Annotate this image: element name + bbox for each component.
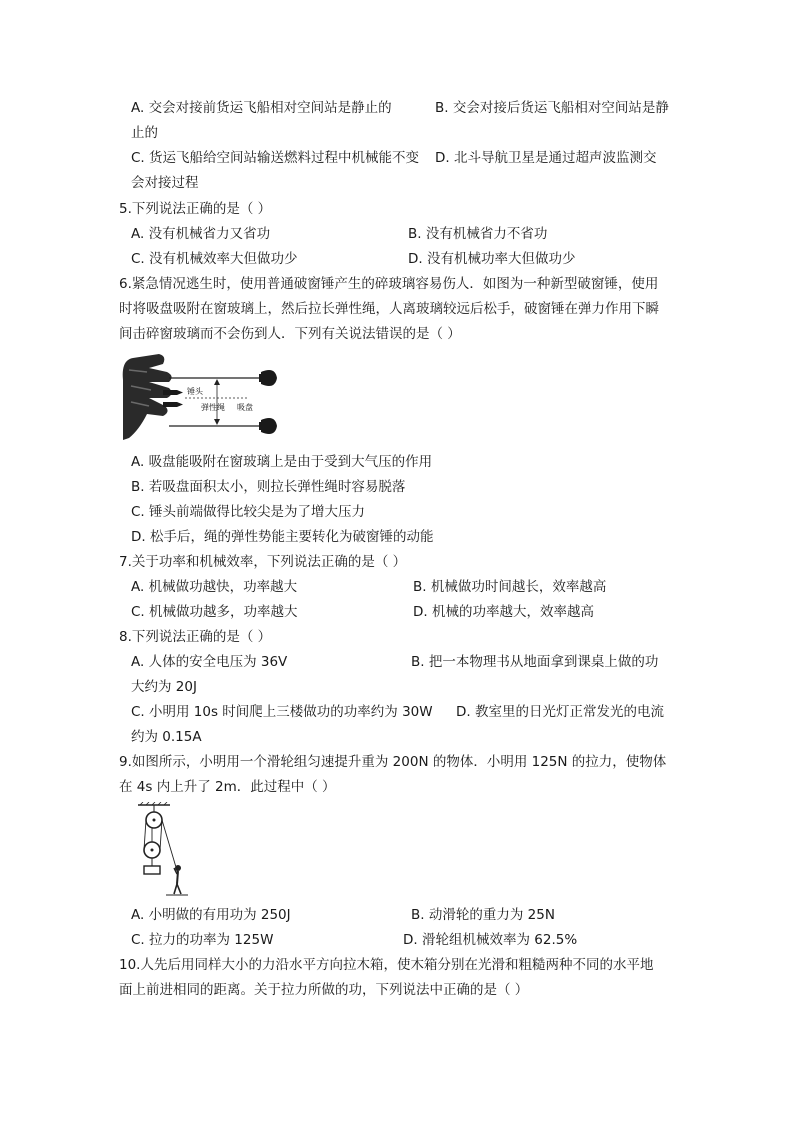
suction-cup-bottom [261,418,277,434]
q8-option-a: A. 人体的安全电压为 36V [131,654,288,670]
load-block [144,866,160,874]
q7-option-d: D. 机械的功率越大，效率越高 [413,604,594,620]
q6-option-d: D. 松手后，绳的弹性势能主要转化为破窗锤的动能 [131,529,434,545]
q5-stem: 5.下列说法正确的是（ ） [119,201,272,217]
q7-option-a: A. 机械做功越快，功率越大 [131,579,298,595]
q4-option-d: D. 北斗导航卫星是通过超声波监测交 [435,150,657,166]
q9-option-c: C. 拉力的功率为 125W [131,932,274,948]
person-head [175,865,181,871]
q8-option-c: C. 小明用 10s 时间爬上三楼做功的功率约为 30W [131,704,433,720]
q8-option-b-continued: 大约为 20J [131,679,197,695]
q7-option-c: C. 机械做功越多，功率越大 [131,604,298,620]
q8-stem: 8.下列说法正确的是（ ） [119,629,272,645]
label-hammer: 锤头 [187,387,203,396]
q8-option-d-continued: 约为 0.15A [131,729,202,745]
q9-option-d: D. 滑轮组机械效率为 62.5% [403,932,578,948]
q6-stem-line2: 时将吸盘吸附在窗玻璃上，然后拉长弹性绳，人离玻璃较远后松手，破窗锤在弹力作用下瞬 [119,301,659,317]
q10-stem-line1: 10.人先后用同样大小的力沿水平方向拉木箱，使木箱分别在光滑和粗糙两种不同的水平地 [119,957,654,973]
q8-option-d: D. 教室里的日光灯正常发光的电流 [456,704,664,720]
q5-option-d: D. 没有机械功率大但做功少 [408,251,576,267]
hammer-head-top [163,390,177,395]
window-hammer-figure [119,350,284,446]
q9-stem-line2: 在 4s 内上升了 2m．此过程中（ ） [119,779,336,795]
q5-option-a: A. 没有机械省力又省功 [131,226,271,242]
pull-rope [162,820,178,874]
q4-option-d-continued: 会对接过程 [131,175,199,191]
suction-cup-top [261,370,277,386]
q7-stem: 7.关于功率和机械效率，下列说法正确的是（ ） [119,554,407,570]
q5-option-c: C. 没有机械效率大但做功少 [131,251,298,267]
q6-option-c: C. 锤头前端做得比较尖是为了增大压力 [131,504,366,520]
label-cup: 吸盘 [237,403,253,412]
q8-option-b: B. 把一本物理书从地面拿到课桌上做的功 [411,654,659,670]
q6-option-a: A. 吸盘能吸附在窗玻璃上是由于受到大气压的作用 [131,454,433,470]
q10-stem-line2: 面上前进相同的距离。关于拉力所做的功，下列说法中正确的是（ ） [119,982,529,998]
hand-shape [123,354,172,440]
q7-option-b: B. 机械做功时间越长，效率越高 [413,579,607,595]
pulley-system-figure [134,802,190,898]
q9-option-a: A. 小明做的有用功为 250J [131,907,291,923]
q6-stem-line1: 6.紧急情况逃生时，使用普通破窗锤产生的碎玻璃容易伤人．如图为一种新型破窗锤，使用 [119,276,659,292]
q9-option-b: B. 动滑轮的重力为 25N [411,907,555,923]
q4-option-c: C. 货运飞船给空间站输送燃料过程中机械能不变 [131,150,420,166]
q4-option-b-continued: 止的 [131,125,158,141]
q4-option-a: A. 交会对接前货运飞船相对空间站是静止的 [131,100,392,116]
q5-option-b: B. 没有机械省力不省功 [408,226,548,242]
q6-option-b: B. 若吸盘面积太小，则拉长弹性绳时容易脱落 [131,479,406,495]
hammer-head-bottom [163,402,177,407]
q6-stem-line3: 间击碎窗玻璃而不会伤到人．下列有关说法错误的是（ ） [119,326,461,342]
label-rope: 弹性绳 [201,403,225,412]
q9-stem-line1: 9.如图所示，小明用一个滑轮组匀速提升重为 200N 的物体．小明用 125N 的拉力，使物体 [119,754,667,770]
q4-option-b: B. 交会对接后货运飞船相对空间站是静 [435,100,669,116]
